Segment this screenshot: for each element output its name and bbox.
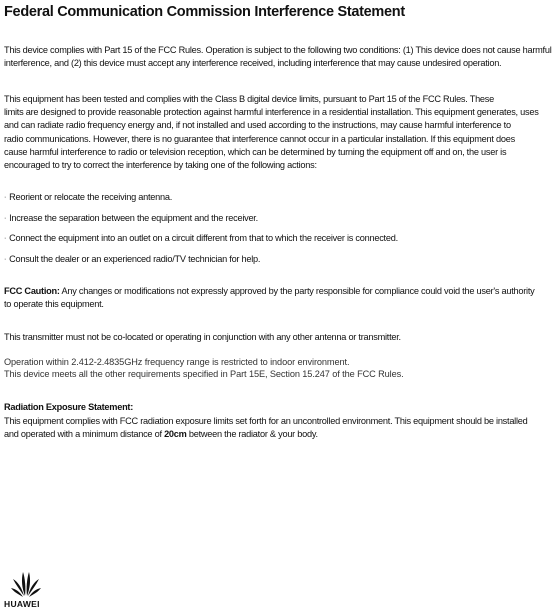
- list-item-text: Connect the equipment into an outlet on a circuit different from that to which the receiver is connected.: [9, 233, 398, 243]
- bullet-icon: ·: [4, 215, 7, 222]
- bullet-icon: ·: [4, 235, 7, 242]
- huawei-flower-icon: [10, 566, 42, 598]
- fcc-caution-label: FCC Caution:: [4, 286, 60, 296]
- co-location-paragraph: This transmitter must not be co-located or operating in conjunction with any other antenna or transmitter.: [4, 332, 401, 342]
- bullet-icon: ·: [4, 194, 7, 201]
- radiation-distance: 20cm: [164, 429, 187, 440]
- radiation-text-after: between the radiator & your body.: [186, 429, 318, 440]
- list-item: [4, 212, 258, 225]
- frequency-paragraph: Operation within 2.412-2.4835GHz frequency range is restricted to indoor environment. This device meets all the other requirements specified in Part 15E, Section 15.247 of the FCC Rules.: [4, 357, 404, 379]
- list-item-text: Consult the dealer or an experienced radio/TV technician for help.: [9, 254, 261, 264]
- list-item: [4, 191, 172, 204]
- page-title: Federal Communication Commission Interference Statement: [4, 4, 405, 20]
- bullet-icon: ·: [4, 256, 7, 263]
- fcc-caution-text: Any changes or modifications not expressly approved by the party responsible for compliance could void the user's authority to operate this equipment.: [4, 286, 535, 310]
- radiation-title: Radiation Exposure Statement:: [4, 402, 134, 412]
- class-b-paragraph: This equipment has been tested and complies with the Class B digital device limits, pursuant to Part 15 of the FCC Rules. These limits are designed to provide reasonable protection against harmful interference in a residential installation. This equipment generates, uses and can radiate radio frequency energy and, if not installed and used according to the instructions, may cause harmful interference to radio communications. However, there is no guarantee that interference cannot occur in a particular installation. If this equipment does cause harmful interference to radio or television reception, which can be determined by turning the equipment off and on, the user is encouraged to try to correct the interference by taking one of the following actions:: [4, 94, 539, 171]
- huawei-logo: [4, 566, 50, 610]
- fcc-caution-paragraph: [4, 285, 552, 311]
- huawei-logo-text: HUAWEI: [4, 599, 40, 609]
- list-item: [4, 253, 260, 266]
- radiation-paragraph: [4, 415, 552, 441]
- list-item-text: Reorient or relocate the receiving antenna.: [9, 192, 172, 202]
- list-item: [4, 232, 398, 245]
- list-item-text: Increase the separation between the equipment and the receiver.: [9, 213, 258, 223]
- compliance-paragraph: This device complies with Part 15 of the FCC Rules. Operation is subject to the following two conditions: (1) This device does not cause harmful interference, and (2) this device must accept any interference received, including interference that may cause undesired operation.: [4, 45, 552, 69]
- radiation-text-before: This equipment complies with FCC radiation exposure limits set forth for an uncontrolled environment. This equipment should be installed and operated with a minimum distance of: [4, 416, 528, 440]
